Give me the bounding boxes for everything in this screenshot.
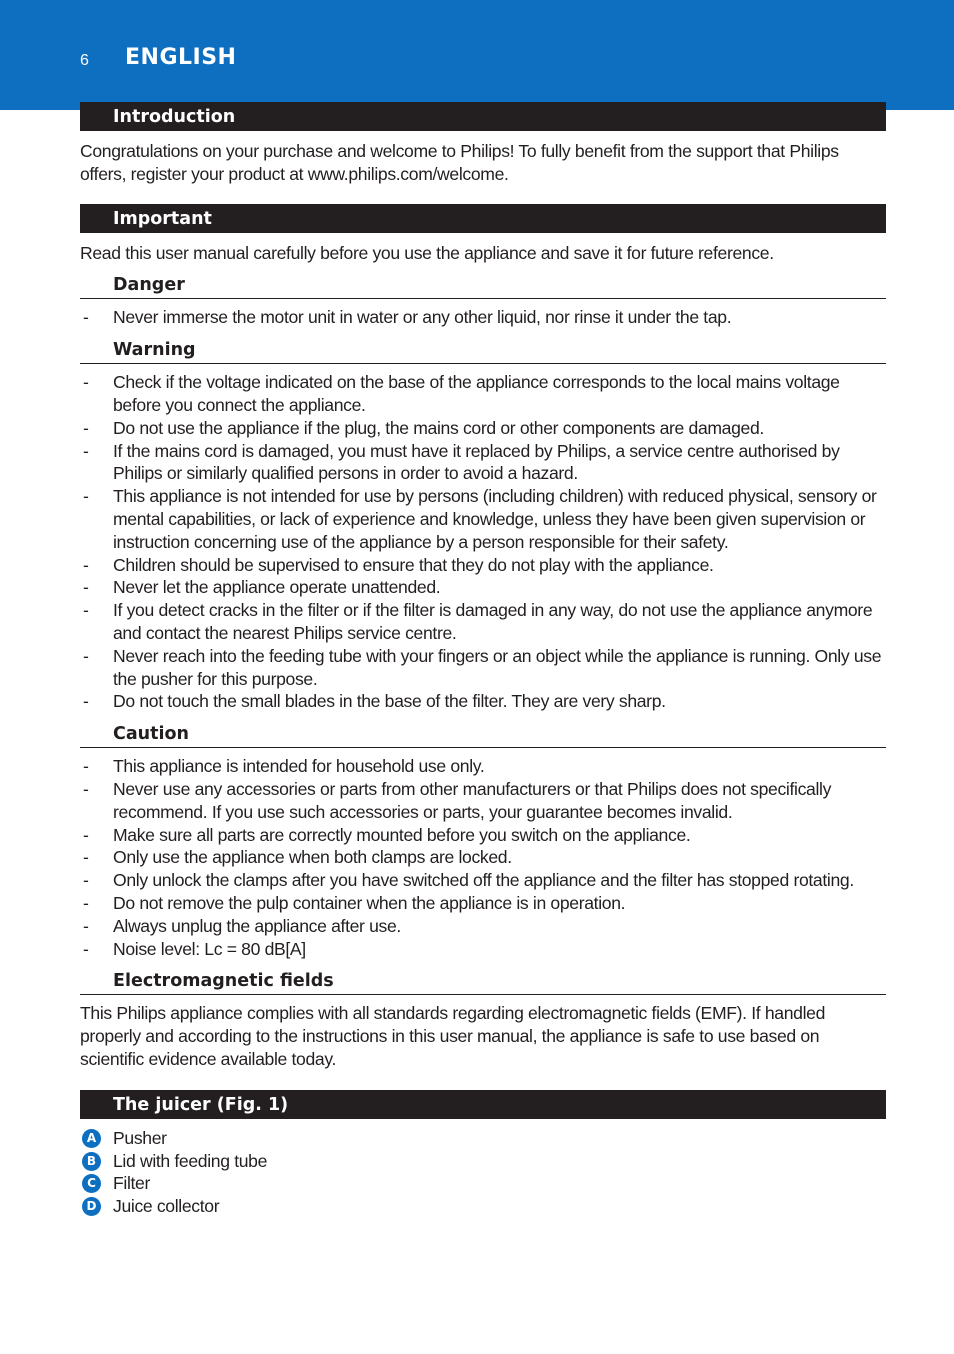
part-letter-b-icon: B [82, 1152, 101, 1171]
list-item: - Only use the appliance when both clamps are locked. [80, 846, 886, 869]
part-letter-c-icon: C [82, 1174, 101, 1193]
list-item: - Children should be supervised to ensure that they do not play with the appliance. [80, 554, 886, 577]
section-the-juicer: The juicer (Fig. 1) [80, 1090, 886, 1119]
header-bar [0, 0, 954, 110]
list-item: - This appliance is intended for household use only. [80, 755, 886, 778]
page-content [80, 102, 886, 1218]
list-item: - Never use any accessories or parts from other manufacturers or that Philips does not specifically recommend. If you use such accessories or parts, your guarantee becomes invalid. [80, 778, 886, 824]
language-heading: ENGLISH [125, 45, 237, 70]
list-item: - Check if the voltage indicated on the base of the appliance corresponds to the local mains voltage before you connect the appliance. [80, 371, 886, 417]
part-letter-a-icon: A [82, 1129, 101, 1148]
part-letter-d-icon: D [82, 1197, 101, 1216]
part-item [80, 1127, 886, 1150]
emf-text: This Philips appliance complies with all standards regarding electromagnetic fields (EMF). If handled properly and according to the instructions in this user manual, the appliance is safe to use based on scientific evidence available today. [80, 1003, 826, 1069]
danger-list [80, 306, 886, 329]
list-item: - Never reach into the feeding tube with your fingers or an object while the appliance is running. Only use the pusher for this purpose. [80, 645, 886, 691]
part-item [80, 1195, 886, 1218]
part-label: Juice collector [113, 1196, 220, 1217]
subheading-warning: Warning [80, 335, 886, 364]
section-important: Important [80, 204, 886, 233]
list-item: - Do not touch the small blades in the base of the filter. They are very sharp. [80, 690, 886, 713]
part-label: Lid with feeding tube [113, 1150, 268, 1171]
intro-text: Congratulations on your purchase and welcome to Philips! To fully benefit from the support that Philips offers, register your product at www.philips.com/welcome. [80, 141, 839, 184]
list-item: - Do not use the appliance if the plug, the mains cord or other components are damaged. [80, 417, 886, 440]
list-item: - Never immerse the motor unit in water or any other liquid, nor rinse it under the tap. [80, 306, 886, 329]
list-item: - Always unplug the appliance after use. [80, 915, 886, 938]
subheading-caution: Caution [80, 719, 886, 748]
list-item: - If you detect cracks in the filter or if the filter is damaged in any way, do not use the appliance anymore and contact the nearest Philips service centre. [80, 599, 886, 645]
part-label: Filter [113, 1173, 150, 1194]
part-item [80, 1150, 886, 1173]
subheading-danger: Danger [80, 270, 886, 299]
list-item: - This appliance is not intended for use by persons (including children) with reduced physical, sensory or mental capabilities, or lack of experience and knowledge, unless they have been given supervision or instruction concerning use of the appliance by a person responsible for their safety. [80, 485, 886, 553]
list-item: - Only unlock the clamps after you have switched off the appliance and the filter has stopped rotating. [80, 869, 886, 892]
subheading-electromagnetic-fields: Electromagnetic fields [80, 966, 886, 995]
list-item: - Noise level: Lc = 80 dB[A] [80, 938, 886, 961]
parts-list [80, 1127, 886, 1218]
caution-list [80, 755, 886, 960]
section-introduction: Introduction [80, 102, 886, 131]
list-item: - Do not remove the pulp container when the appliance is in operation. [80, 892, 886, 915]
list-item: - Make sure all parts are correctly mounted before you switch on the appliance. [80, 824, 886, 847]
important-text: Read this user manual carefully before you use the appliance and save it for future reference. [80, 242, 774, 263]
list-item: - Never let the appliance operate unattended. [80, 576, 886, 599]
list-item: - If the mains cord is damaged, you must have it replaced by Philips, a service centre authorised by Philips or similarly qualified persons in order to avoid a hazard. [80, 440, 886, 486]
part-item [80, 1172, 886, 1195]
page-number: 6 [80, 52, 89, 69]
part-label: Pusher [113, 1127, 167, 1148]
warning-list [80, 371, 886, 713]
